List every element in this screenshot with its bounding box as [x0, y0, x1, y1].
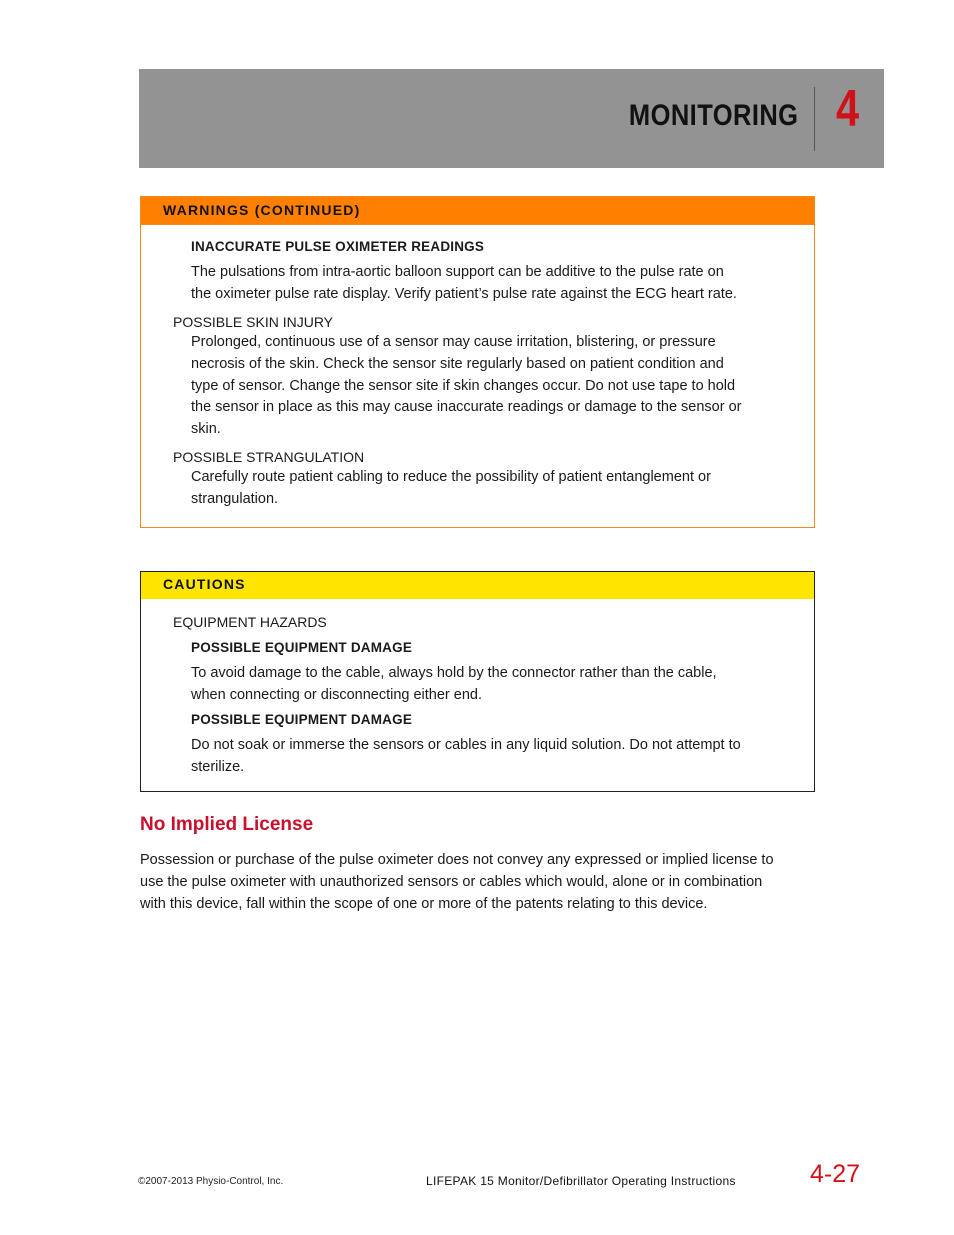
caution-text-line: To avoid damage to the cable, always hold by the connector rather than the cable, [191, 665, 717, 681]
footer-copyright: ©2007-2013 Physio-Control, Inc. [138, 1176, 284, 1187]
chapter-header [139, 69, 884, 168]
warning-category: POSSIBLE SKIN INJURY [173, 314, 334, 330]
warning-text-line: type of sensor. Change the sensor site if skin changes occur. Do not use tape to hold [191, 378, 736, 394]
section-heading: No Implied License [140, 814, 314, 835]
warning-text-line: the oximeter pulse rate display. Verify patient’s pulse rate against the ECG heart rate. [191, 286, 737, 302]
divider [814, 87, 815, 151]
chapter-title: MONITORING [628, 99, 798, 132]
caution-title: POSSIBLE EQUIPMENT DAMAGE [191, 640, 413, 655]
paragraph-line: with this device, fall within the scope of one or more of the patents relating to this device. [140, 896, 708, 912]
cautions-heading: CAUTIONS [141, 572, 814, 599]
warning-title: INACCURATE PULSE OXIMETER READINGS [191, 239, 485, 254]
warning-text-line: strangulation. [191, 491, 279, 507]
warnings-heading: WARNINGS (CONTINUED) [141, 197, 814, 225]
page-number: 4-27 [810, 1160, 861, 1188]
caution-text-line: when connecting or disconnecting either end. [191, 687, 482, 703]
warning-text-line: Carefully route patient cabling to reduce the possibility of patient entanglement or [191, 469, 711, 485]
footer-manual-title: LIFEPAK 15 Monitor/Defibrillator Operating Instructions [426, 1174, 736, 1188]
warning-text-line: the sensor in place as this may cause inaccurate readings or damage to the sensor or [191, 399, 742, 415]
paragraph-line: Possession or purchase of the pulse oximeter does not convey any expressed or implied license to [140, 852, 774, 868]
caution-text-line: sterilize. [191, 759, 245, 775]
warning-text-line: The pulsations from intra-aortic balloon support can be additive to the pulse rate on [191, 264, 724, 280]
warning-text-line: Prolonged, continuous use of a sensor may cause irritation, blistering, or pressure [191, 334, 716, 350]
warning-text-line: necrosis of the skin. Check the sensor site regularly based on patient condition and [191, 356, 724, 372]
chapter-number: 4 [836, 80, 860, 138]
warning-text-line: skin. [191, 421, 221, 437]
caution-title: POSSIBLE EQUIPMENT DAMAGE [191, 712, 413, 727]
caution-text-line: Do not soak or immerse the sensors or cables in any liquid solution. Do not attempt to [191, 737, 741, 753]
paragraph-line: use the pulse oximeter with unauthorized sensors or cables which would, alone or in combination [140, 874, 763, 890]
warning-category: POSSIBLE STRANGULATION [173, 449, 365, 465]
caution-category: EQUIPMENT HAZARDS [173, 614, 327, 630]
license-paragraph [140, 849, 820, 915]
